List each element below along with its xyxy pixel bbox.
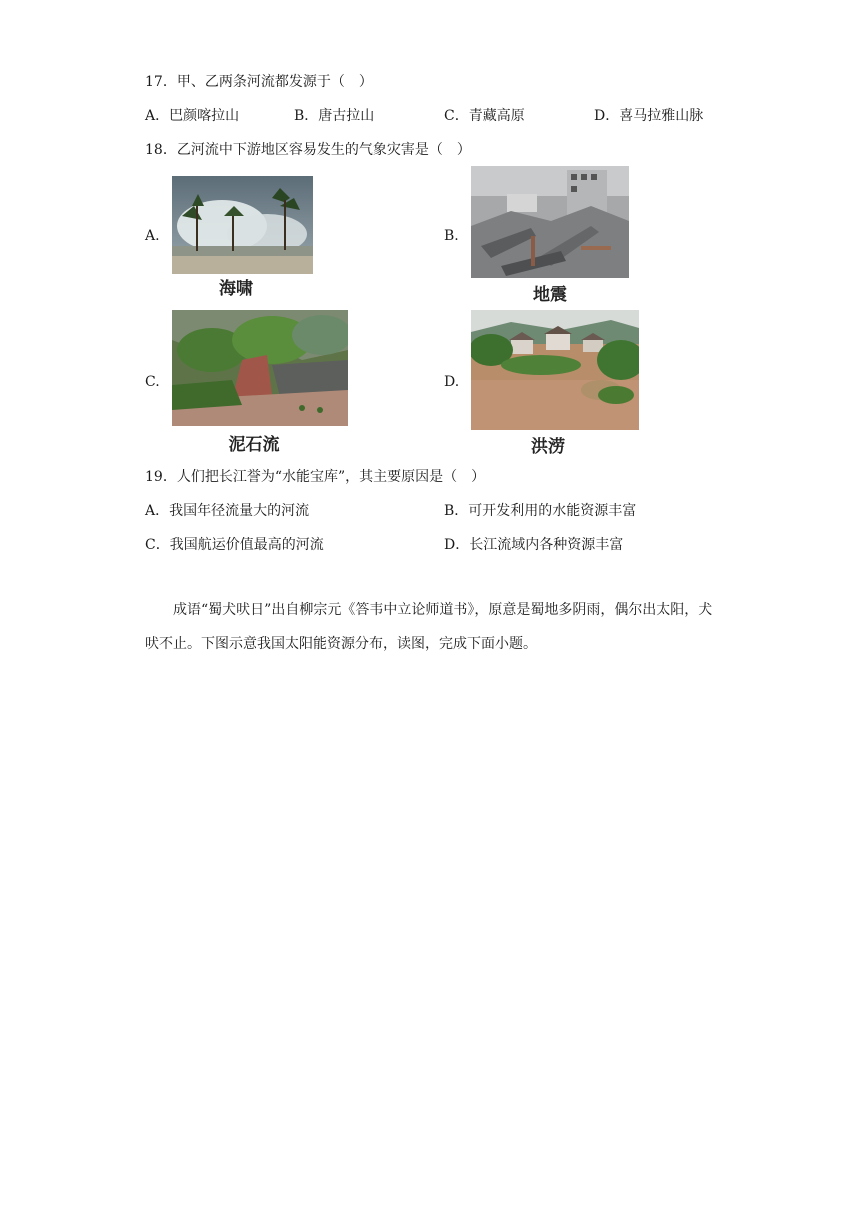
q19-stem: 19．人们把长江誉为“水能宝库”，其主要原因是（ ） <box>145 469 486 485</box>
q17-option-b: B．唐古拉山 <box>294 108 375 124</box>
mudslide-photo-icon <box>172 310 348 426</box>
q17-option-d: D．喜马拉雅山脉 <box>594 108 704 124</box>
q18-stem: 18．乙河流中下游地区容易发生的气象灾害是（ ） <box>145 142 471 158</box>
q18-option-d-label: D. <box>444 374 460 390</box>
q17-option-a: A．巴颜喀拉山 <box>145 108 240 124</box>
q18-option-b-caption: 地震 <box>533 285 567 305</box>
reading-passage: 成语“蜀犬吠日”出自柳宗元《答韦中立论师道书》，原意是蜀地多阴雨，偶尔出太阳，犬吠不止。下图示意我国太阳能资源分布，读图，完成下面小题。 <box>145 602 713 652</box>
q18-option-c-caption: 泥石流 <box>228 435 280 455</box>
q18-option-a-label: A. <box>145 228 160 244</box>
q19-option-c: C．我国航运价值最高的河流 <box>145 537 324 553</box>
q17-stem: 17．甲、乙两条河流都发源于（ ） <box>145 74 373 90</box>
q18-option-d-caption: 洪涝 <box>531 437 565 457</box>
q18-option-b-label: B. <box>444 228 459 244</box>
earthquake-photo-icon <box>471 166 629 278</box>
q19-option-b: B．可开发利用的水能资源丰富 <box>444 503 637 519</box>
tsunami-photo-icon <box>172 176 313 274</box>
q19-option-d: D．长江流域内各种资源丰富 <box>444 537 624 553</box>
q18-option-c-label: C. <box>145 374 160 390</box>
q18-option-a-caption: 海啸 <box>219 279 253 299</box>
q17-option-c: C．青藏高原 <box>444 108 525 124</box>
flood-photo-icon <box>471 310 639 430</box>
q19-option-a: A．我国年径流量大的河流 <box>145 503 310 519</box>
